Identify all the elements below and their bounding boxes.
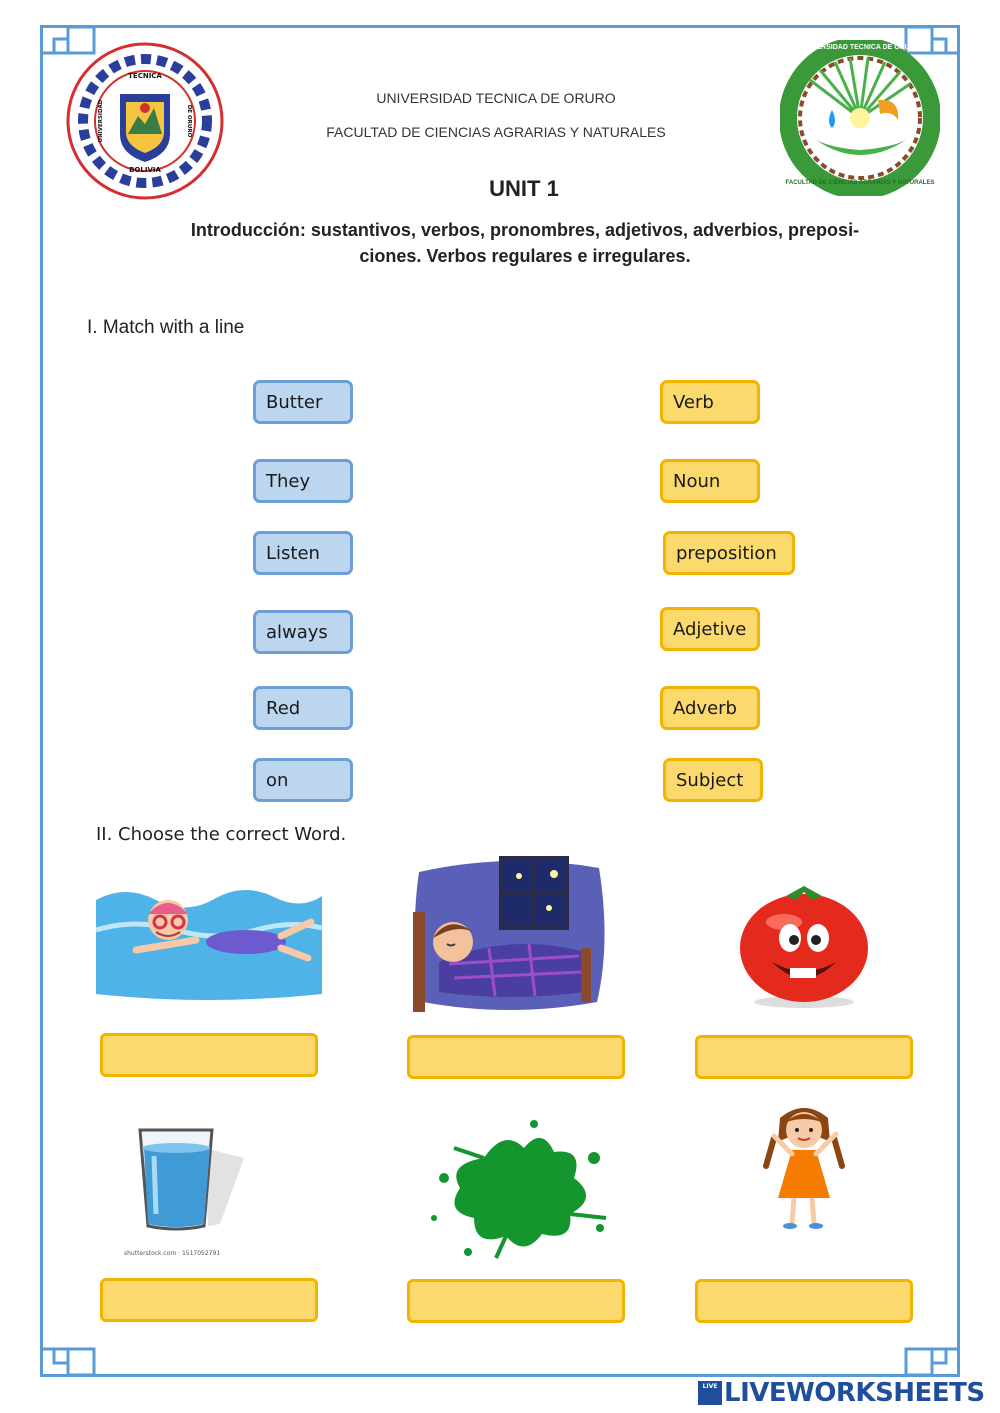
university-seal-logo	[66, 42, 224, 200]
liveworksheets-wordmark: LIVEWORKSHEETS	[724, 1378, 985, 1408]
match-left-on[interactable]: on	[253, 758, 353, 802]
intro-line-2: ciones. Verbos regulares e irregulares.	[359, 246, 691, 266]
university-name: UNIVERSIDAD TECNICA DE ORURO	[376, 90, 616, 106]
faculty-logo-text-bottom: FACULTAD DE CIENCIAS AGRARIAS Y NATURALES	[785, 180, 935, 186]
match-left-red[interactable]: Red	[253, 686, 353, 730]
faculty-name: FACULTAD DE CIENCIAS AGRARIAS Y NATURALES	[326, 124, 666, 140]
match-left-they[interactable]: They	[253, 459, 353, 503]
tomato-image	[736, 878, 872, 1010]
answer-box-2[interactable]	[407, 1035, 625, 1079]
answer-box-6[interactable]	[695, 1279, 913, 1323]
answer-input-1[interactable]	[103, 1036, 315, 1074]
answer-input-4[interactable]	[103, 1281, 315, 1319]
section-1-heading: I. Match with a line	[87, 317, 245, 338]
match-left-listen[interactable]: Listen	[253, 531, 353, 575]
answer-input-2[interactable]	[410, 1038, 622, 1076]
match-right-subject[interactable]: Subject	[663, 758, 763, 802]
liveworksheets-badge-icon: LIVE	[698, 1381, 722, 1405]
seal-text-top: TECNICA	[128, 72, 162, 80]
seal-text-right: DE ORURO	[186, 104, 192, 138]
seal-text-left: UNIVERSIDAD	[98, 99, 104, 143]
match-right-preposition[interactable]: preposition	[663, 531, 795, 575]
glass-of-water-image	[124, 1118, 248, 1262]
answer-box-4[interactable]	[100, 1278, 318, 1322]
match-left-butter[interactable]: Butter	[253, 380, 353, 424]
image-caption: shutterstock.com · 1517052791	[124, 1250, 221, 1257]
seal-text-bottom: BOLIVIA	[129, 166, 161, 174]
answer-box-3[interactable]	[695, 1035, 913, 1079]
faculty-logo	[780, 40, 940, 196]
green-splash-image	[424, 1118, 614, 1260]
answer-input-6[interactable]	[698, 1282, 910, 1320]
answer-input-5[interactable]	[410, 1282, 622, 1320]
sleeping-boy-image	[409, 852, 611, 1022]
answer-box-5[interactable]	[407, 1279, 625, 1323]
answer-input-3[interactable]	[698, 1038, 910, 1076]
swimming-girl-image	[96, 870, 322, 1002]
intro-line-1: Introducción: sustantivos, verbos, pronombres, adjetivos, adverbios, preposi-	[190, 220, 860, 240]
girl-in-orange-dress-image	[752, 1098, 856, 1238]
corner-ornament-bottom-right	[904, 1321, 960, 1377]
unit-title: UNIT 1	[489, 176, 559, 201]
section-2-heading: II. Choose the correct Word.	[96, 824, 347, 845]
match-right-adjetive[interactable]: Adjetive	[660, 607, 760, 651]
match-right-adverb[interactable]: Adverb	[660, 686, 760, 730]
answer-box-1[interactable]	[100, 1033, 318, 1077]
match-right-noun[interactable]: Noun	[660, 459, 760, 503]
intro-text	[140, 217, 910, 269]
liveworksheets-logo[interactable]	[698, 1380, 985, 1406]
match-left-always[interactable]: always	[253, 610, 353, 654]
match-right-verb[interactable]: Verb	[660, 380, 760, 424]
faculty-logo-text-top: UNIVERSIDAD TECNICA DE ORURO	[799, 44, 921, 51]
corner-ornament-bottom-left	[40, 1321, 96, 1377]
